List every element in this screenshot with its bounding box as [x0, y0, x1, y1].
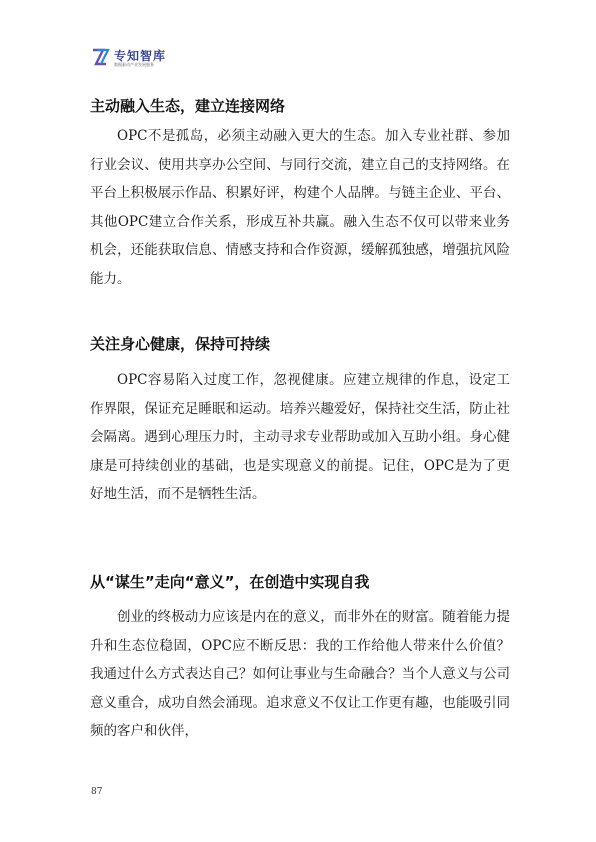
page-number: 87: [91, 787, 103, 797]
zz-logo-icon: [92, 48, 110, 66]
section-paragraph: 创业的终极动力应该是内在的意义，而非外在的财富。随着能力提升和生态位稳固，OPC应不断反思：我的工作给他人带来什么价值？我通过什么方式表达自己？如何让事业与生命融合？当个人意义与公司意义重合，成功自然会涌现。追求意义不仅让工作更有趣，也能吸引同频的客户和伙伴，: [90, 609, 510, 739]
section-heading: 主动融入生态，建立连接网络: [90, 97, 286, 115]
brand-logo: [92, 44, 212, 74]
section-paragraph: OPC容易陷入过度工作，忽视健康。应建立规律的作息，设定工作界限，保证充足睡眠和运动。培养兴趣爱好，保持社交生活，防止社会隔离。遇到心理压力时，主动寻求专业帮助或加入互助小组。身心健康是可持续创业的基础，也是实现意义的前提。记住，OPC是为了更好地生活，而不是牺牲生活。: [90, 372, 510, 502]
section-heading: 关注身心健康，保持可持续: [90, 335, 271, 353]
logo-title: 专知智库: [114, 49, 167, 63]
section-heading: 从“谋生”走向“意义”，在创造中实现自我: [90, 573, 370, 591]
logo-subtitle: 数据驱动产业发展服务: [114, 62, 154, 67]
section-paragraph: OPC不是孤岛，必须主动融入更大的生态。加入专业社群、参加行业会议、使用共享办公空间、与同行交流，建立自己的支持网络。在平台上积极展示作品、积累好评，构建个人品牌。与链主企业、平台、其他OPC建立合作关系，形成互补共赢。融入生态不仅可以带来业务机会，还能获取信息、情感支持和合作资源，缓解孤独感，增强抗风险能力。: [90, 128, 510, 287]
